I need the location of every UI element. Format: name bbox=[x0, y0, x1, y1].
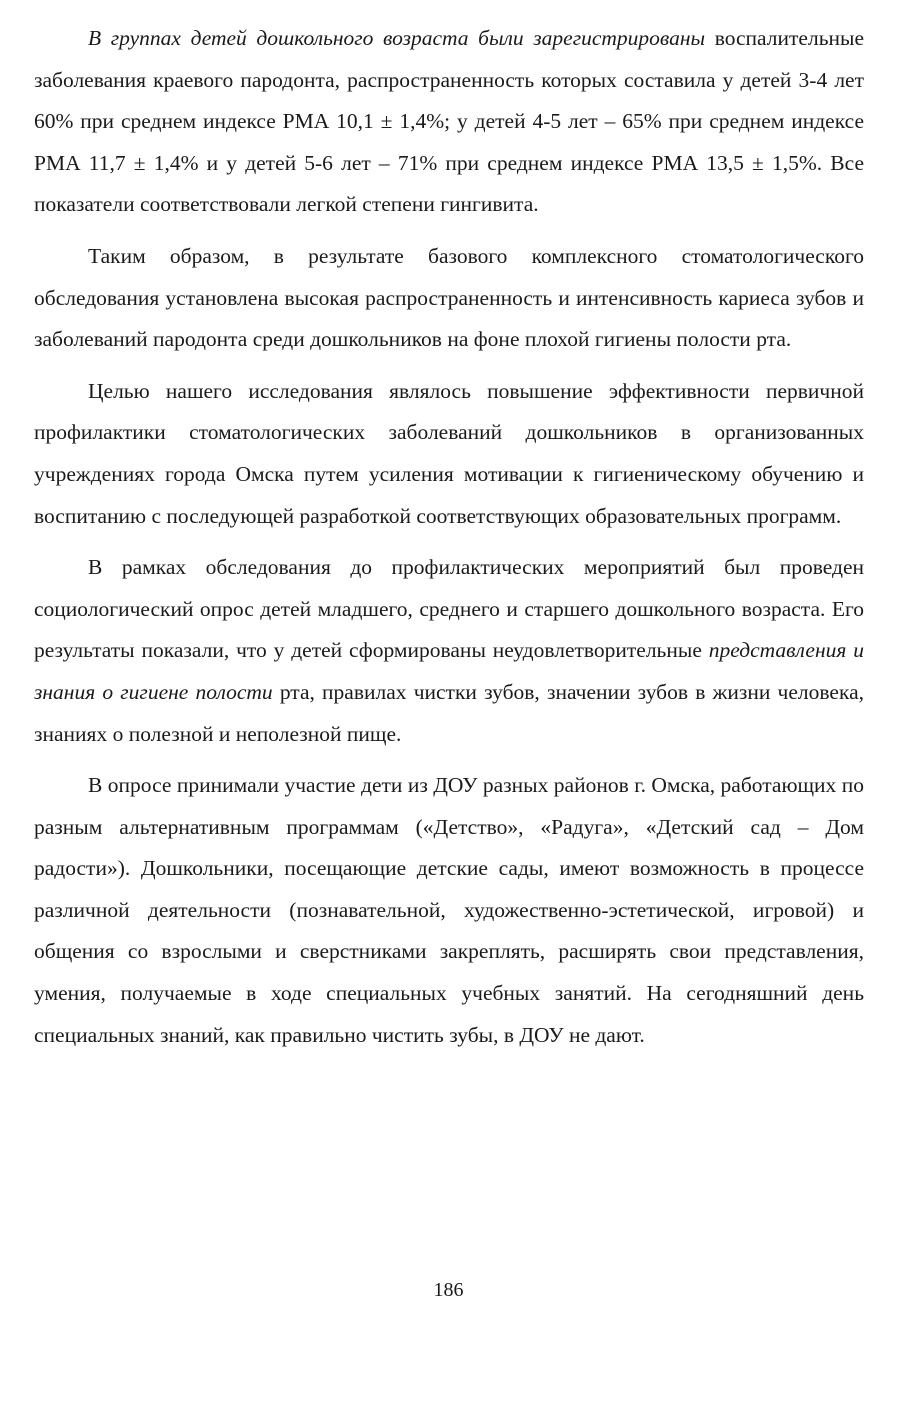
paragraph-conclusion bbox=[34, 236, 864, 361]
paragraph-5-segment-1: В опросе принимали участие дети из ДОУ разных районов г. Омска, работающих по разным альтернативным программам («Детство», «Радуга», «Детский сад – Дом радости»). Дошкольники, посещающие детские сады, имеют возможность в процессе различной деятельности (познавательной, художественно-эстетической, игровой) и общения со взрослыми и сверстниками закреплять, расширять свои представления, умения, получаемые в ходе специальных учебных занятий. На сегодняшний день специальных знаний, как правильно чистить зубы, в ДОУ не дают. bbox=[34, 773, 864, 1047]
body-text bbox=[34, 18, 864, 1066]
paragraph-4-segment-3: рта, правилах чистки зубов, значении зубов в жизни человека, знаниях о полезной и неполезной пище. bbox=[34, 679, 864, 746]
paragraph-4-segment-1: В рамках обследования до профилактических мероприятий был проведен социологический опрос детей младшего, среднего и старшего дошкольного возраста. Его результаты показали, что у детей сформированы неудовлетворительные bbox=[34, 555, 864, 663]
paragraph-study-goal bbox=[34, 371, 864, 537]
paragraph-4-segment-2: представления и знания о гигиене полости bbox=[34, 638, 864, 704]
paragraph-gingivitis-prevalence bbox=[34, 18, 864, 226]
page-number: 186 bbox=[433, 1279, 464, 1301]
paragraph-1-segment-2: воспалительные заболевания краевого пародонта, распространенность которых составила у детей 3-4 лет 60% при среднем индексе РМА 10,1 ± 1,4%; у детей 4-5 лет – 65% при среднем индексе РМА 11,7 ± 1,4% и у детей 5-6 лет – 71% при среднем индексе РМА 13,5 ± 1,5%. Все показатели соответствовали легкой степени гингивита. bbox=[34, 26, 864, 217]
paragraph-survey-results bbox=[34, 547, 864, 755]
paragraph-survey-participants bbox=[34, 765, 864, 1056]
paragraph-3-segment-1: Целью нашего исследования являлось повышение эффективности первичной профилактики стоматологических заболеваний дошкольников в организованных учреждениях города Омска путем усиления мотивации к гигиеническому обучению и воспитанию с последующей разработкой соответствующих образовательных программ. bbox=[34, 378, 864, 528]
paragraph-1-segment-1: В группах детей дошкольного возраста были зарегистрированы bbox=[88, 26, 706, 50]
paragraph-2-segment-1: Таким образом, в результате базового комплексного стоматологического обследования установлена высокая распространенность и интенсивность кариеса зубов и заболеваний пародонта среди дошкольников на фоне плохой гигиены полости рта. bbox=[34, 243, 864, 352]
